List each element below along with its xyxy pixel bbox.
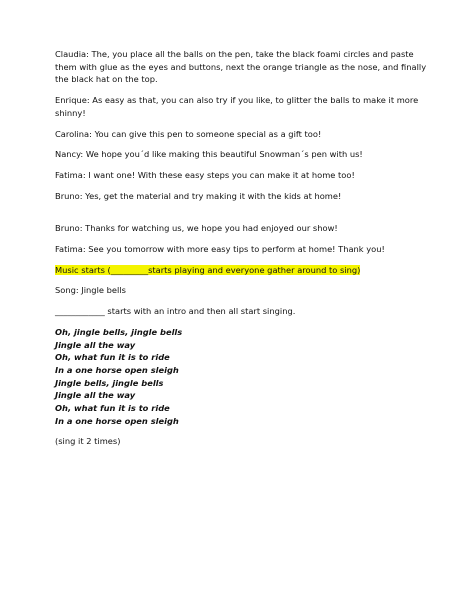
- repeat-note: (sing it 2 times): [55, 436, 121, 447]
- dialog-line-bruno: Bruno: Yes, get the material and try making it with the kids at home!: [55, 190, 342, 201]
- script-body: [55, 48, 430, 448]
- lyric-line: Oh, what fun it is to ride: [55, 352, 170, 363]
- lyric-line: Jingle all the way: [55, 390, 136, 401]
- lyric-line: In a one horse open sleigh: [55, 415, 179, 426]
- dialog-line-claudia: Claudia: The, you place all the balls on the pen, take the black foami circles and paste them with glue as the eyes and buttons, next the orange triangle as the nose, and finally the black hat on the top.: [55, 49, 427, 85]
- lyric-line: Jingle bells, jingle bells: [55, 377, 164, 388]
- lyric-line: Oh, jingle bells, jingle bells: [55, 326, 183, 337]
- dialog-line-nancy: Nancy: We hope you´d like making this beautiful Snowman´s pen with us!: [55, 149, 363, 160]
- lyric-line: Jingle all the way: [55, 339, 136, 350]
- dialog-line-enrique: Enrique: As easy as that, you can also try if you like, to glitter the balls to make it more shinny!: [55, 95, 419, 118]
- lyric-line: Oh, what fun it is to ride: [55, 403, 170, 414]
- dialog-line-carolina: Carolina: You can give this pen to someone special as a gift too!: [55, 128, 322, 139]
- music-cue-highlight: Music starts (_________starts playing and everyone gather around to sing): [55, 264, 361, 275]
- song-intro-line: ____________ starts with an intro and then all start singing.: [55, 306, 296, 317]
- dialog-line-bruno-thanks: Bruno: Thanks for watching us, we hope you had enjoyed our show!: [55, 223, 338, 234]
- lyrics-block: [55, 326, 430, 428]
- dialog-line-fatima-goodbye: Fatima: See you tomorrow with more easy tips to perform at home! Thank you!: [55, 244, 385, 255]
- song-title: Song: Jingle bells: [55, 285, 126, 296]
- music-cue-line: [55, 264, 430, 277]
- dialog-line-fatima: Fatima: I want one! With these easy steps you can make it at home too!: [55, 169, 355, 180]
- lyric-line: In a one horse open sleigh: [55, 364, 179, 375]
